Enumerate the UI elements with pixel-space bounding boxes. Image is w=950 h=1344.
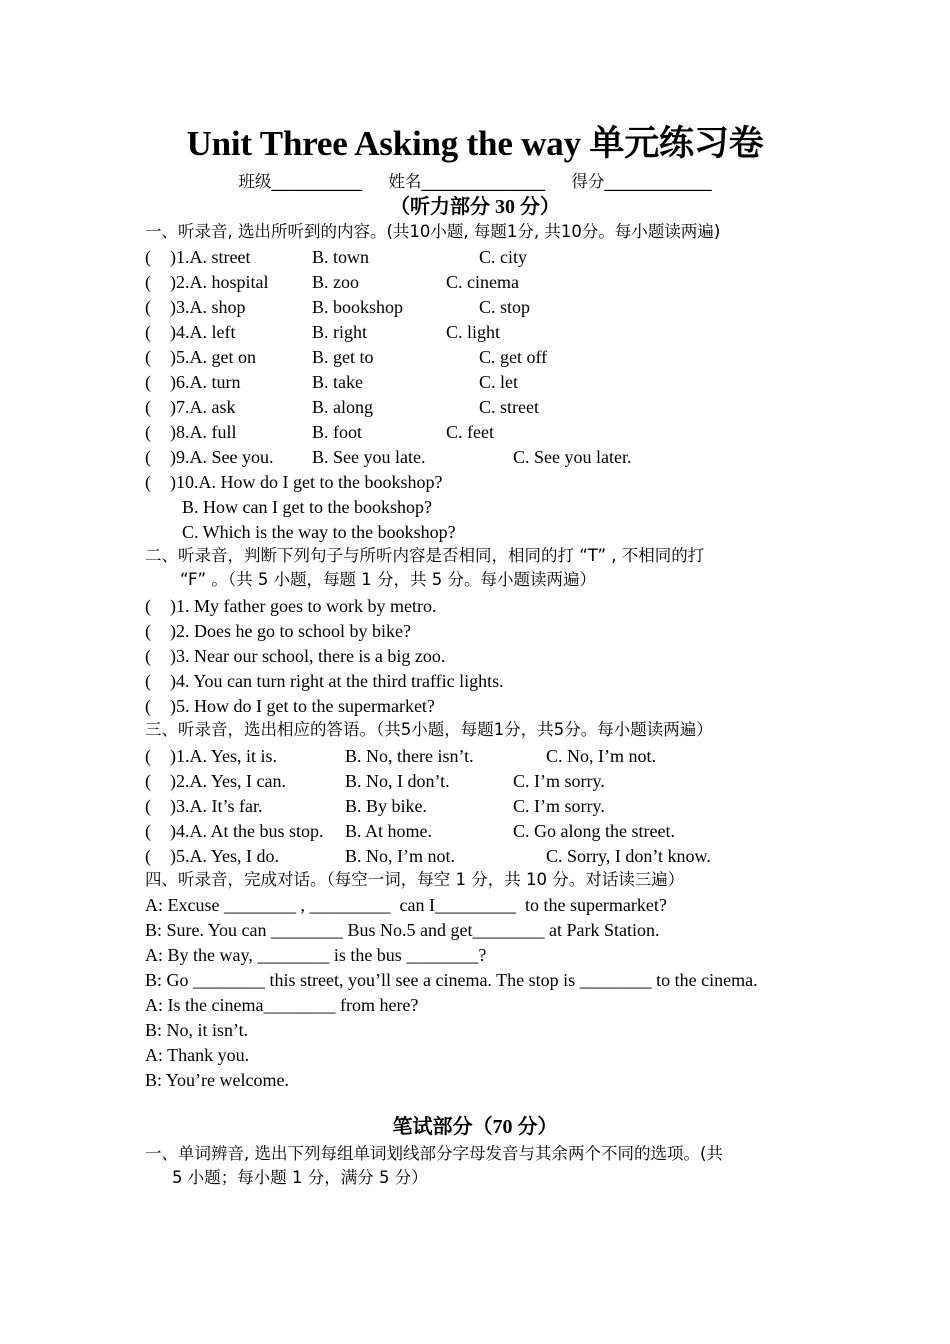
list-item <box>145 320 825 344</box>
option-a: )1.A. Yes, it is. <box>170 746 278 766</box>
written-part1-instruction: 一、单词辨音, 选出下列每组单词划线部分字母发音与其余两个不同的选项。(共 <box>145 1144 723 1163</box>
dialogue-line: A: Is the cinema________ from here? <box>145 995 419 1015</box>
list-item <box>145 844 825 868</box>
answer-paren: ( <box>145 347 151 367</box>
page-title: Unit Three Asking the way 单元练习卷 <box>186 124 764 163</box>
answer-paren: ( <box>145 821 151 841</box>
list-item <box>145 744 825 768</box>
dialogue-line: B: Go ________ this street, you’ll see a cinema. The stop is ________ to the cinema. <box>145 970 758 990</box>
list-item <box>145 470 825 494</box>
answer-paren: ( <box>145 596 151 616</box>
option-a: )2.A. hospital <box>170 272 269 292</box>
list-item <box>145 370 825 394</box>
statement: )5. How do I get to the supermarket? <box>170 696 435 716</box>
list-item <box>145 420 825 444</box>
part2-instruction: 二、听录音，判断下列句子与所听内容是否相同，相同的打 “T” , 不相同的打 <box>145 546 705 565</box>
option-a: )10.A. How do I get to the bookshop? <box>170 472 443 492</box>
answer-paren: ( <box>145 272 151 292</box>
option-c: C. get off <box>479 347 548 367</box>
option-b: B. right <box>312 322 368 342</box>
answer-paren: ( <box>145 621 151 641</box>
option-c: C. stop <box>479 297 531 317</box>
answer-paren: ( <box>145 372 151 392</box>
list-item <box>145 520 825 544</box>
option-c: C. light <box>446 322 501 342</box>
option-c: C. See you later. <box>513 447 632 467</box>
option-b: B. along <box>312 397 373 417</box>
answer-paren: ( <box>145 472 151 492</box>
list-item <box>145 694 825 718</box>
dialogue-line: A: Excuse ________ , _________ can I_________ to the supermarket? <box>145 895 667 915</box>
list-item <box>145 619 825 643</box>
statement: )2. Does he go to school by bike? <box>170 621 411 641</box>
option-a: )2.A. Yes, I can. <box>170 771 286 791</box>
answer-paren: ( <box>145 397 151 417</box>
option-a: )4.A. left <box>170 322 236 342</box>
option-a: )7.A. ask <box>170 397 236 417</box>
list-item <box>145 819 825 843</box>
dialogue-line: A: By the way, ________ is the bus ________? <box>145 945 487 965</box>
option-b: B. take <box>312 372 363 392</box>
option-b: B. town <box>312 247 370 267</box>
option-b: B. foot <box>312 422 363 442</box>
option-a: )3.A. It’s far. <box>170 796 263 816</box>
option-c: C. street <box>479 397 539 417</box>
answer-paren: ( <box>145 796 151 816</box>
option-c: C. No, I’m not. <box>546 746 656 766</box>
written-part1-instruction-cont: 5 小题；每小题 1 分，满分 5 分） <box>172 1168 428 1187</box>
dialogue-line: A: Thank you. <box>145 1045 250 1065</box>
part1-instruction: 一、听录音, 选出所听到的内容。(共10小题, 每题1分, 共10分。每小题读两遍) <box>145 222 721 241</box>
option-c: C. cinema <box>446 272 519 292</box>
option-b: B. At home. <box>345 821 433 841</box>
option-b: B. zoo <box>312 272 359 292</box>
answer-paren: ( <box>145 422 151 442</box>
statement: )1. My father goes to work by metro. <box>170 596 437 616</box>
statement: )4. You can turn right at the third traffic lights. <box>170 671 504 691</box>
option-c: C. I’m sorry. <box>513 771 605 791</box>
written-heading: 笔试部分（70 分） <box>392 1116 558 1138</box>
option-b: B. No, I’m not. <box>345 846 455 866</box>
part2-instruction-cont: “F” 。（共 5 小题，每题 1 分，共 5 分。每小题读两遍） <box>180 570 597 589</box>
list-item <box>145 495 825 519</box>
statement: )3. Near our school, there is a big zoo. <box>170 646 446 666</box>
option-b: B. How can I get to the bookshop? <box>182 497 432 517</box>
option-a: )9.A. See you. <box>170 447 274 467</box>
part3-instruction: 三、听录音，选出相应的答语。（共5小题，每题1分，共5分。每小题读两遍） <box>145 720 713 739</box>
option-b: B. No, I don’t. <box>345 771 450 791</box>
dialogue-line: B: No, it isn’t. <box>145 1020 249 1040</box>
list-item <box>145 345 825 369</box>
listening-heading: （听力部分 30 分） <box>390 196 560 218</box>
option-c: C. city <box>479 247 527 267</box>
option-b: B. get to <box>312 347 374 367</box>
option-a: )5.A. get on <box>170 347 256 367</box>
student-info-line: 班级___________ 姓名_______________ 得分_____________ <box>238 172 712 191</box>
answer-paren: ( <box>145 297 151 317</box>
part4-instruction: 四、听录音，完成对话。（每空一词，每空 1 分，共 10 分。对话读三遍） <box>145 870 685 889</box>
list-item <box>145 644 825 668</box>
list-item <box>145 769 825 793</box>
option-c: C. Which is the way to the bookshop? <box>182 522 456 542</box>
option-a: )3.A. shop <box>170 297 246 317</box>
option-a: )5.A. Yes, I do. <box>170 846 280 866</box>
option-b: B. bookshop <box>312 297 404 317</box>
answer-paren: ( <box>145 696 151 716</box>
option-a: )6.A. turn <box>170 372 241 392</box>
list-item <box>145 594 825 618</box>
list-item <box>145 245 825 269</box>
dialogue-line: B: Sure. You can ________ Bus No.5 and get________ at Park Station. <box>145 920 660 940</box>
answer-paren: ( <box>145 322 151 342</box>
option-a: )4.A. At the bus stop. <box>170 821 324 841</box>
answer-paren: ( <box>145 646 151 666</box>
list-item <box>145 295 825 319</box>
answer-paren: ( <box>145 447 151 467</box>
list-item <box>145 395 825 419</box>
list-item <box>145 445 825 469</box>
list-item <box>145 270 825 294</box>
dialogue-line: B: You’re welcome. <box>145 1070 289 1090</box>
option-c: C. I’m sorry. <box>513 796 605 816</box>
option-b: B. See you late. <box>312 447 426 467</box>
option-a: )1.A. street <box>170 247 251 267</box>
option-c: C. Sorry, I don’t know. <box>546 846 711 866</box>
list-item <box>145 669 825 693</box>
option-b: B. No, there isn’t. <box>345 746 474 766</box>
answer-paren: ( <box>145 846 151 866</box>
answer-paren: ( <box>145 671 151 691</box>
answer-paren: ( <box>145 746 151 766</box>
list-item <box>145 794 825 818</box>
option-a: )8.A. full <box>170 422 237 442</box>
option-c: C. let <box>479 372 518 392</box>
option-b: B. By bike. <box>345 796 428 816</box>
option-c: C. feet <box>446 422 494 442</box>
option-c: C. Go along the street. <box>513 821 675 841</box>
answer-paren: ( <box>145 247 151 267</box>
answer-paren: ( <box>145 771 151 791</box>
